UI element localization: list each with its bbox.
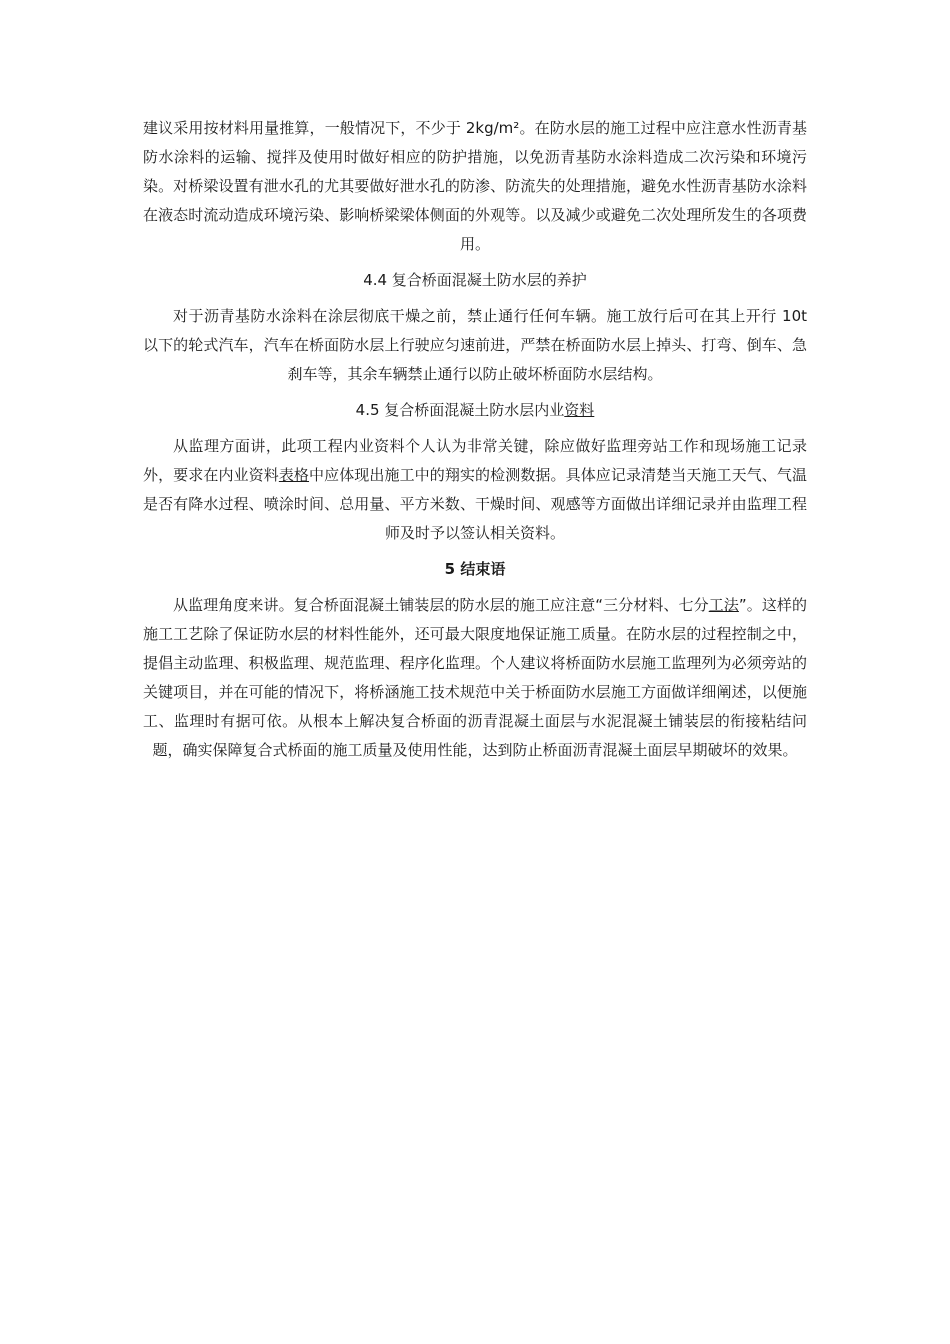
link-table[interactable]: 表格: [278, 466, 310, 484]
paragraph-records: [143, 432, 807, 548]
paragraph-records-text-b: 中应体现出施工中的翔实的检测数据。具体应记录清楚当天施工天气、气温是否有降水过程、喷涂时间、总用量、平方米数、干燥时间、观感等方面做出详细记录并由监理工程师及时予以签认相关资料。: [143, 466, 807, 542]
heading-4-5-text: 4.5 复合桥面混凝土防水层内业: [355, 401, 565, 419]
paragraph-records-text-a: 从监理方面讲，此项工程内业资料个人认为非常关键，除应做好监理旁站工作和现场施工记录外，要求在内业资料: [143, 437, 807, 484]
document-page: [143, 114, 807, 765]
heading-4-5-records: [143, 396, 807, 425]
link-materials[interactable]: 资料: [564, 401, 595, 419]
paragraph-application-rate: 建议采用按材料用量推算，一般情况下，不少于 2kg/m²。在防水层的施工过程中应注意水性沥青基防水涂料的运输、搅拌及使用时做好相应的防护措施，以免沥青基防水涂料造成二次污染和环境污染。对桥梁设置有泄水孔的尤其要做好泄水孔的防渗、防流失的处理措施，避免水性沥青基防水涂料在液态时流动造成环境污染、影响桥梁梁体侧面的外观等。以及减少或避免二次处理所发生的各项费用。: [143, 119, 807, 253]
heading-5-conclusion: 5 结束语: [444, 560, 506, 578]
paragraph-conclusion: [143, 591, 807, 765]
paragraph-conclusion-text-a: 从监理角度来讲。复合桥面混凝土铺装层的防水层的施工应注意“三分材料、七分: [173, 596, 709, 614]
paragraph-curing: 对于沥青基防水涂料在涂层彻底干燥之前，禁止通行任何车辆。施工放行后可在其上开行 10t 以下的轮式汽车，汽车在桥面防水层上行驶应匀速前进，严禁在桥面防水层上掉头、打弯、倒车、急刹车等，其余车辆禁止通行以防止破坏桥面防水层结构。: [143, 307, 807, 383]
paragraph-conclusion-text-b: ”。这样的施工工艺除了保证防水层的材料性能外，还可最大限度地保证施工质量。在防水层的过程控制之中，提倡主动监理、积极监理、规范监理、程序化监理。个人建议将桥面防水层施工监理列为必须旁站的关键项目，并在可能的情况下，将桥涵施工技术规范中关于桥面防水层施工方面做详细阐述，以便施工、监理时有据可依。从根本上解决复合桥面的沥青混凝土面层与水泥混凝土铺装层的衔接粘结问题，确实保障复合式桥面的施工质量及使用性能，达到防止桥面沥青混凝土面层早期破坏的效果。: [143, 596, 807, 759]
heading-4-4-curing: 4.4 复合桥面混凝土防水层的养护: [363, 271, 587, 289]
link-construction-method[interactable]: 工法: [708, 596, 739, 614]
